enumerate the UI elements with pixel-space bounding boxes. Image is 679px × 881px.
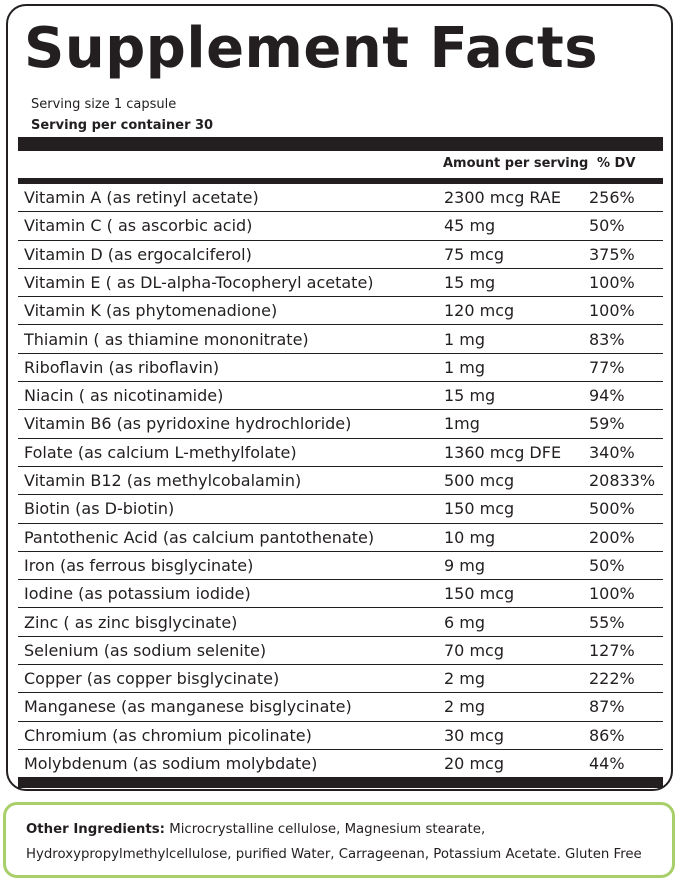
nutrient-dv: 500%: [589, 499, 635, 519]
nutrient-dv: 20833%: [589, 471, 656, 490]
nutrient-row: [18, 609, 663, 637]
nutrient-amount: 1360 mcg DFE: [444, 442, 562, 462]
nutrient-row: [18, 722, 663, 750]
other-ingredients-label: Other Ingredients:: [26, 822, 165, 837]
nutrient-row: [18, 269, 663, 297]
nutrient-row: [18, 637, 663, 665]
nutrient-name: Selenium (as sodium selenite): [24, 640, 267, 660]
nutrient-dv: 59%: [589, 414, 625, 434]
nutrient-amount: 30 mcg: [444, 725, 504, 745]
nutrient-row: [18, 184, 663, 212]
nutrient-amount: 75 mcg: [444, 244, 504, 264]
other-ingredients-box: [3, 802, 675, 878]
nutrient-name: Pantothenic Acid (as calcium pantothenate): [24, 527, 375, 547]
nutrient-dv: 87%: [589, 697, 625, 717]
nutrient-amount: 120 mcg: [444, 301, 515, 321]
thick-divider-bottom: [18, 778, 663, 788]
nutrient-name: Vitamin C ( as ascorbic acid): [24, 216, 253, 236]
nutrient-amount: 15 mg: [444, 386, 496, 406]
nutrient-name: Manganese (as manganese bisglycinate): [24, 697, 352, 717]
nutrient-dv: 127%: [589, 640, 635, 660]
nutrient-dv: 100%: [589, 272, 635, 292]
nutrient-row: [18, 241, 663, 269]
nutrient-name: Vitamin A (as retinyl acetate): [24, 188, 259, 207]
dv-column-header: % DV: [597, 156, 636, 171]
nutrient-amount: 1 mg: [444, 329, 486, 349]
nutrient-amount: 2300 mcg RAE: [444, 188, 561, 207]
nutrient-amount: 45 mg: [444, 216, 496, 236]
nutrient-dv: 94%: [589, 386, 625, 406]
nutrient-name: Iron (as ferrous bisglycinate): [24, 555, 254, 575]
nutrient-name: Molybdenum (as sodium molybdate): [24, 754, 318, 773]
nutrient-name: Thiamin ( as thiamine mononitrate): [24, 329, 309, 349]
nutrient-name: Zinc ( as zinc bisglycinate): [24, 612, 238, 632]
nutrient-name: Folate (as calcium L-methylfolate): [24, 442, 297, 462]
nutrient-row: [18, 410, 663, 438]
nutrient-amount: 500 mcg: [444, 471, 515, 490]
nutrient-name: Vitamin E ( as DL-alpha-Tocopheryl acetate): [24, 272, 374, 292]
nutrient-name: Chromium (as chromium picolinate): [24, 725, 312, 745]
nutrient-row: [18, 495, 663, 523]
nutrient-name: Vitamin B6 (as pyridoxine hydrochloride): [24, 414, 352, 434]
amount-column-header: Amount per serving: [443, 156, 589, 171]
nutrient-row: [18, 665, 663, 693]
nutrient-dv: 340%: [589, 442, 635, 462]
nutrient-amount: 15 mg: [444, 272, 496, 292]
nutrient-name: Copper (as copper bisglycinate): [24, 669, 280, 689]
nutrient-row: [18, 750, 663, 778]
nutrient-name: Vitamin B12 (as methylcobalamin): [24, 471, 302, 490]
nutrient-dv: 100%: [589, 301, 635, 321]
panel-title: Supplement Facts: [24, 16, 599, 81]
nutrient-row: [18, 382, 663, 410]
other-ingredients-text: [26, 817, 666, 867]
nutrient-dv: 256%: [589, 188, 635, 207]
nutrient-name: Vitamin K (as phytomenadione): [24, 301, 278, 321]
nutrient-amount: 1mg: [444, 414, 480, 434]
nutrient-row: [18, 297, 663, 325]
nutrient-row: [18, 467, 663, 495]
nutrient-row: [18, 212, 663, 240]
nutrient-row: [18, 524, 663, 552]
nutrient-amount: 150 mcg: [444, 499, 515, 519]
nutrient-row: [18, 693, 663, 721]
nutrient-dv: 86%: [589, 725, 625, 745]
nutrient-dv: 100%: [589, 584, 635, 604]
nutrient-name: Iodine (as potassium iodide): [24, 584, 251, 604]
thick-divider-top: [18, 137, 663, 151]
nutrient-amount: 9 mg: [444, 555, 486, 575]
nutrient-dv: 55%: [589, 612, 625, 632]
nutrient-amount: 2 mg: [444, 697, 486, 717]
nutrient-row: [18, 439, 663, 467]
servings-per-container: Serving per container 30: [31, 118, 214, 133]
nutrient-dv: 200%: [589, 527, 635, 547]
nutrient-amount: 10 mg: [444, 527, 496, 547]
other-ingredients-list: Microcrystalline cellulose, Magnesium stearate, Hydroxypropylmethylcellulose, purified Water, Carrageenan, Potassium Acetate. Gluten Free: [26, 822, 642, 862]
nutrient-row: [18, 354, 663, 382]
nutrient-amount: 1 mg: [444, 357, 486, 377]
nutrient-amount: 2 mg: [444, 669, 486, 689]
nutrient-dv: 222%: [589, 669, 635, 689]
nutrient-dv: 375%: [589, 244, 635, 264]
serving-size: Serving size 1 capsule: [31, 97, 177, 112]
nutrient-amount: 70 mcg: [444, 640, 504, 660]
nutrient-amount: 6 mg: [444, 612, 486, 632]
nutrient-row: [18, 326, 663, 354]
nutrient-name: Riboflavin (as riboflavin): [24, 357, 220, 377]
nutrient-amount: 150 mcg: [444, 584, 515, 604]
nutrient-name: Biotin (as D-biotin): [24, 499, 175, 519]
nutrient-dv: 50%: [589, 555, 625, 575]
nutrient-dv: 44%: [589, 754, 625, 773]
nutrient-dv: 77%: [589, 357, 625, 377]
nutrient-name: Niacin ( as nicotinamide): [24, 386, 224, 406]
nutrient-name: Vitamin D (as ergocalciferol): [24, 244, 252, 264]
nutrient-amount: 20 mcg: [444, 754, 504, 773]
nutrient-dv: 83%: [589, 329, 625, 349]
nutrient-dv: 50%: [589, 216, 625, 236]
nutrient-row: [18, 552, 663, 580]
nutrient-row: [18, 580, 663, 608]
